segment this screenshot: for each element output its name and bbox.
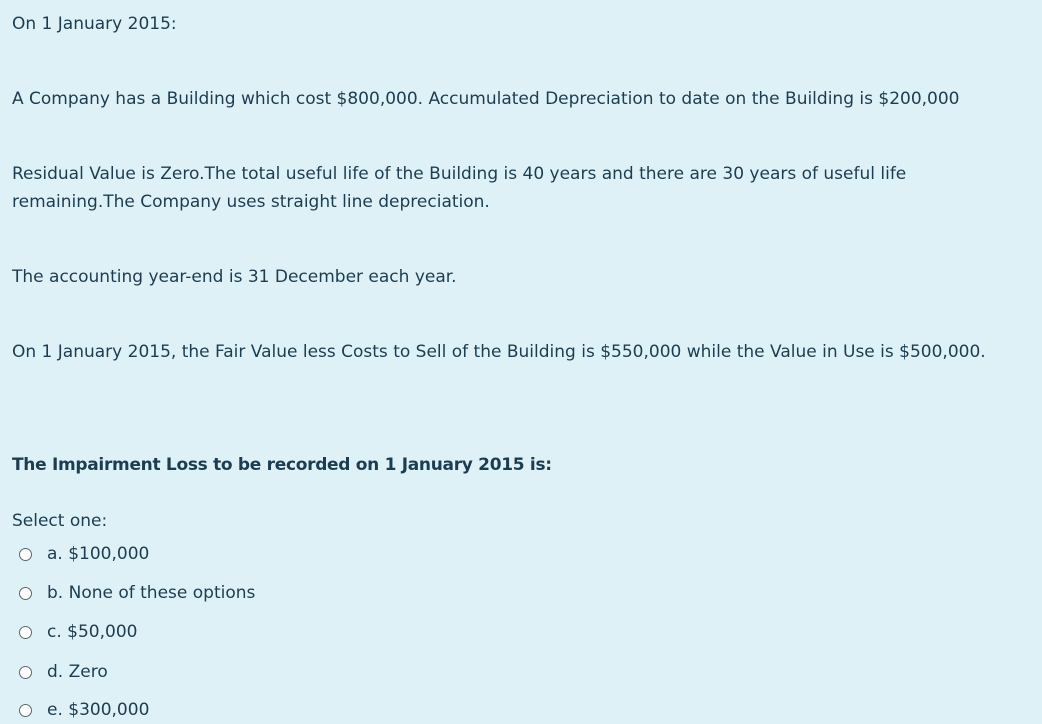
radio-button[interactable] (19, 626, 32, 639)
answer-option-d[interactable] (19, 658, 108, 686)
answer-option-a[interactable] (19, 540, 149, 568)
radio-button[interactable] (19, 704, 32, 717)
answer-option-c[interactable] (19, 618, 137, 646)
question-paragraph: The accounting year-end is 31 December each year. (12, 267, 457, 287)
answer-option-label[interactable]: a. $100,000 (47, 544, 150, 564)
question-paragraph: Residual Value is Zero.The total useful life of the Building is 40 years and there are 30 years of useful life remaining.The Company uses straight line depreciation. (12, 164, 907, 212)
answer-option-label[interactable]: c. $50,000 (47, 622, 138, 642)
question-paragraph: A Company has a Building which cost $800,000. Accumulated Depreciation to date on the Building is $200,000 (12, 89, 960, 109)
answer-option-b[interactable] (19, 579, 255, 607)
answer-option-label[interactable]: b. None of these options (47, 583, 256, 603)
answer-option-label[interactable]: d. Zero (47, 662, 108, 682)
question-paragraph: On 1 January 2015, the Fair Value less Costs to Sell of the Building is $550,000 while the Value in Use is $500,000. (12, 342, 986, 362)
radio-button[interactable] (19, 587, 32, 600)
select-one-label: Select one: (12, 511, 108, 531)
question-prompt: The Impairment Loss to be recorded on 1 January 2015 is: (12, 455, 552, 475)
radio-button[interactable] (19, 548, 32, 561)
answer-option-e[interactable] (19, 696, 149, 724)
radio-button[interactable] (19, 666, 32, 679)
question-paragraph: On 1 January 2015: (12, 14, 177, 34)
answer-option-label[interactable]: e. $300,000 (47, 700, 150, 720)
